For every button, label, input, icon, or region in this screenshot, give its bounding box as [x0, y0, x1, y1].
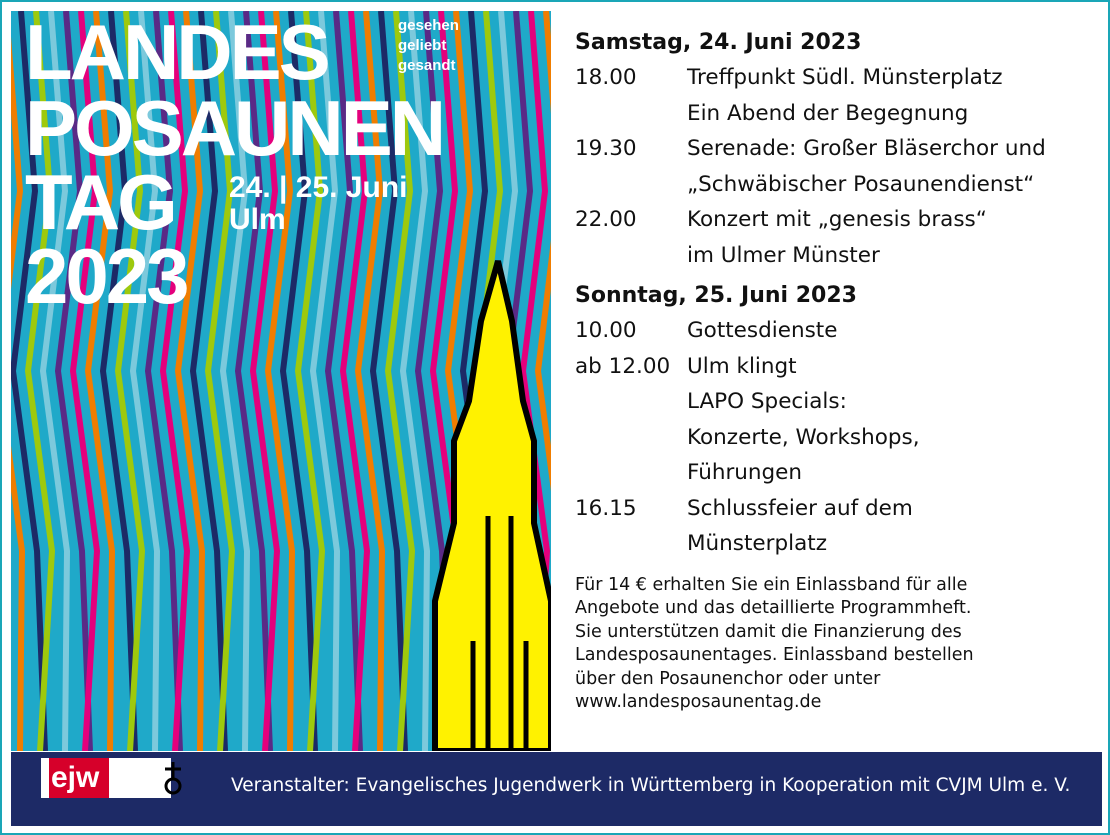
event-description — [687, 131, 1100, 202]
event-dates: 24. | 25. Juni — [229, 171, 408, 204]
event-description — [687, 313, 1100, 349]
title-line-3: TAG — [25, 158, 175, 246]
title-line-4: 2023 — [25, 232, 187, 320]
event-line: im Ulmer Münster — [687, 242, 880, 268]
event-line: Münsterplatz — [687, 531, 828, 556]
event-line: Konzert mit „genesis brass“ — [687, 207, 987, 232]
event-time: 10.00 — [575, 318, 637, 343]
event-description — [687, 491, 1100, 562]
ejw-logo-text: ejw — [51, 761, 100, 794]
event-line: „Schwäbischer Posaunendienst“ — [687, 171, 1035, 197]
tagline-1: gesehen — [398, 17, 459, 34]
tagline-3: gesandt — [398, 57, 456, 74]
event-line: Konzerte, Workshops, — [687, 424, 920, 450]
schedule-row — [575, 60, 1100, 131]
event-line: Treffpunkt Südl. Münsterplatz — [687, 65, 1003, 90]
note-line: Angebote und das detaillierte Programmheft. — [575, 598, 972, 618]
day-heading: Sonntag, 25. Juni 2023 — [575, 283, 857, 308]
tagline-2: geliebt — [398, 37, 447, 54]
footer-bar — [11, 752, 1102, 826]
event-time: 19.30 — [575, 136, 637, 161]
event-description — [687, 60, 1100, 131]
title-line-2: POSAUNEN — [25, 84, 444, 172]
note-line: Sie unterstützen damit die Finanzierung des — [575, 621, 962, 642]
cross-ring-icon — [155, 760, 191, 796]
ejw-logo — [41, 758, 171, 798]
event-line: Serenade: Großer Bläserchor und — [687, 136, 1046, 161]
wristband-note — [575, 574, 1100, 715]
event-line: Gottesdienste — [687, 318, 838, 343]
schedule-row — [575, 202, 1100, 273]
schedule — [575, 26, 1100, 715]
event-description — [687, 349, 1100, 491]
event-line: LAPO Specials: — [687, 389, 847, 414]
event-line: Ein Abend der Begegnung — [687, 100, 969, 126]
schedule-row — [575, 313, 1100, 349]
event-line: Schlussfeier auf dem — [687, 495, 913, 521]
schedule-row — [575, 491, 1100, 562]
event-time: 16.15 — [575, 495, 637, 521]
event-line: Führungen — [687, 460, 803, 485]
note-line: Für 14 € erhalten Sie ein Einlassband für alle — [575, 574, 968, 595]
event-time: 18.00 — [575, 65, 637, 90]
poster-artwork — [11, 11, 551, 751]
event-description — [687, 202, 1100, 273]
cathedral-icon — [11, 11, 551, 751]
event-line: Ulm klingt — [687, 353, 797, 379]
schedule-row — [575, 349, 1100, 491]
event-place: Ulm — [229, 203, 286, 236]
schedule-days — [575, 26, 1100, 562]
event-time: 22.00 — [575, 207, 637, 232]
day-heading: Samstag, 24. Juni 2023 — [575, 30, 862, 55]
note-line: über den Posaunenchor oder unter — [575, 668, 881, 689]
organizer-text: Veranstalter: Evangelisches Jugendwerk in Württemberg in Kooperation mit CVJM Ulm e. V. — [231, 775, 1071, 796]
schedule-row — [575, 131, 1100, 202]
note-line: Landesposaunentages. Einlassband bestellen — [575, 645, 974, 665]
event-time: ab 12.00 — [575, 353, 671, 379]
website-link[interactable]: www.landesposaunentag.de — [575, 692, 822, 712]
title-line-1: LANDES — [25, 11, 328, 96]
